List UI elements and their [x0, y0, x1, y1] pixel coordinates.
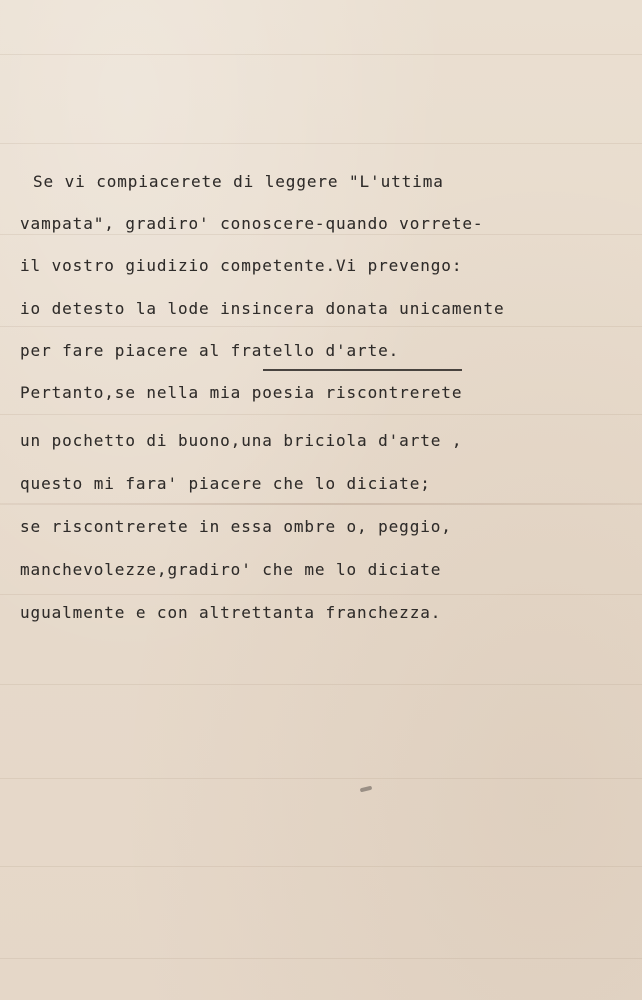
paper-rule	[0, 54, 642, 55]
paper-rule	[0, 778, 642, 779]
paper-rule	[0, 958, 642, 959]
paper-rule	[0, 326, 642, 327]
letter-line: ugualmente e con altrettanta franchezza.	[20, 603, 442, 622]
letter-line: io detesto la lode insincera donata unicamente	[20, 299, 505, 318]
paper-rule	[0, 594, 642, 595]
underline-fratello	[263, 369, 462, 371]
letter-line: vampata", gradiro' conoscere-quando vorrete-	[20, 214, 484, 233]
paper-rule	[0, 866, 642, 867]
letter-line: Se vi compiacerete di leggere "L'uttima	[33, 172, 444, 191]
letter-line: se riscontrerete in essa ombre o, peggio,	[20, 517, 452, 536]
paper-rule	[0, 414, 642, 415]
ink-speck	[360, 786, 373, 793]
paper-rule	[0, 143, 642, 144]
letter-line: Pertanto,se nella mia poesia riscontrerete	[20, 383, 463, 402]
letter-line: un pochetto di buono,una briciola d'arte ,	[20, 431, 463, 450]
letter-line: questo mi fara' piacere che lo diciate;	[20, 474, 431, 493]
letter-line: manchevolezze,gradiro' che me lo diciate	[20, 560, 442, 579]
paper-rule	[0, 234, 642, 235]
letter-line: il vostro giudizio competente.Vi prevengo:	[20, 256, 463, 275]
letter-line: per fare piacere al fratello d'arte.	[20, 341, 400, 360]
paper-fold	[0, 503, 642, 505]
paper-rule	[0, 684, 642, 685]
